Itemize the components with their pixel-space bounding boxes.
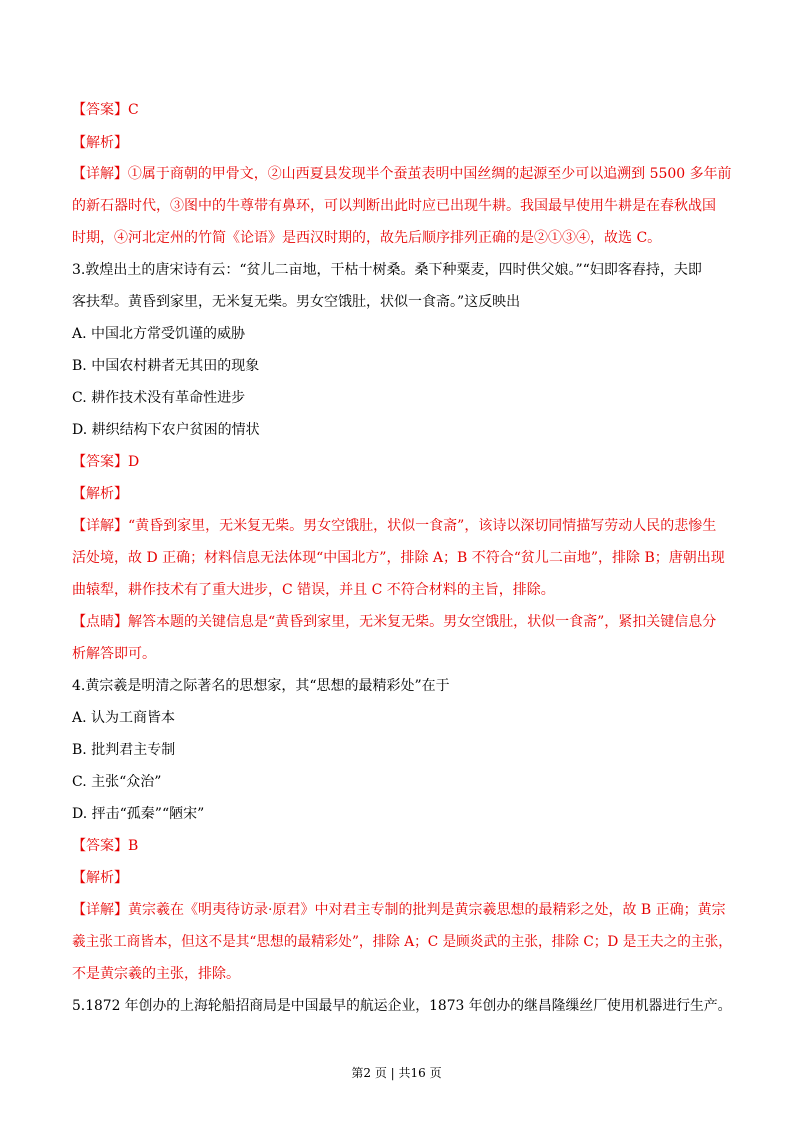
q4-option-a: A. 认为工商皆本 <box>72 710 176 726</box>
q3-option-a: A. 中国北方常受饥谨的威胁 <box>72 326 246 342</box>
q3-answer: 【答案】D <box>72 454 140 470</box>
q4-option-b: B. 批判君主专制 <box>72 742 176 758</box>
q4-answer: 【答案】B <box>72 838 139 854</box>
q2-answer: 【答案】C <box>72 102 139 118</box>
q3-option-d: D. 耕织结构下农户贫困的情状 <box>72 422 260 438</box>
q3-tip-line: 【点睛】解答本题的关键信息是“黄昏到家里，无米复无柴。男女空饿肚，状似一食斋”，紧扣关键信息分 <box>72 614 717 630</box>
q3-tip-line: 析解答即可。 <box>72 646 156 662</box>
q4-stem: 4.黄宗羲是明清之际著名的思想家，其“思想的最精彩处”在于 <box>72 678 450 694</box>
q4-detail-line: 不是黄宗羲的主张，排除。 <box>72 966 240 982</box>
q2-analysis-label: 【解析】 <box>72 135 128 151</box>
q2-detail-line: 的新石器时代，③图中的牛尊带有鼻环，可以判断出此时应已出现牛耕。我国最早使用牛耕是在春秋战国 <box>72 198 716 214</box>
q4-analysis-label: 【解析】 <box>72 870 128 886</box>
q4-detail-line: 羲主张工商皆本，但这不是其“思想的最精彩处”，排除 A；C 是顾炎武的主张，排除 C；D 是王夫之的主张， <box>72 934 732 950</box>
q3-option-b: B. 中国农村耕者无其田的现象 <box>72 358 260 374</box>
q3-detail-line: 【详解】“黄昏到家里，无米复无柴。男女空饿肚，状似一食斋”，该诗以深切同情描写劳动人民的悲惨生 <box>72 518 717 534</box>
q3-stem-line: 客扶犁。黄昏到家里，无米复无柴。男女空饿肚，状似一食斋。”这反映出 <box>72 294 521 310</box>
q2-detail-line: 【详解】①属于商朝的甲骨文，②山西夏县发现半个蚕茧表明中国丝绸的起源至少可以追溯到 5500 多年前 <box>72 166 732 182</box>
q4-option-c: C. 主张“众治” <box>72 774 162 790</box>
q3-detail-line: 曲辕犁，耕作技术有了重大进步，C 错误，并且 C 不符合材料的主旨，排除。 <box>72 582 555 598</box>
q5-stem: 5.1872 年创办的上海轮船招商局是中国最早的航运企业，1873 年创办的继昌隆缫丝厂使用机器进行生产。 <box>72 998 732 1014</box>
q3-option-c: C. 耕作技术没有革命性进步 <box>72 390 246 406</box>
page-footer: 第2 页 | 共16 页 <box>351 1066 442 1080</box>
q3-detail-line: 活处境，故 D 正确；材料信息无法体现“中国北方”，排除 A；B 不符合“贫儿二亩地”，排除 B；唐朝出现 <box>72 550 725 566</box>
q4-detail-line: 【详解】黄宗羲在《明夷待访录·原君》中对君主专制的批判是黄宗羲思想的最精彩之处，故 B 正确；黄宗 <box>72 902 726 918</box>
q4-option-d: D. 抨击“孤秦”“陋宋” <box>72 806 205 822</box>
q3-stem-line: 3.敦煌出土的唐宋诗有云：“贫儿二亩地，干枯十树桑。桑下种粟麦，四时供父娘。”“妇即客舂持，夫即 <box>72 262 702 278</box>
q2-detail-line: 时期，④河北定州的竹简《论语》是西汉时期的，故先后顺序排列正确的是②①③④，故选 C。 <box>72 230 662 246</box>
q3-analysis-label: 【解析】 <box>72 486 128 502</box>
